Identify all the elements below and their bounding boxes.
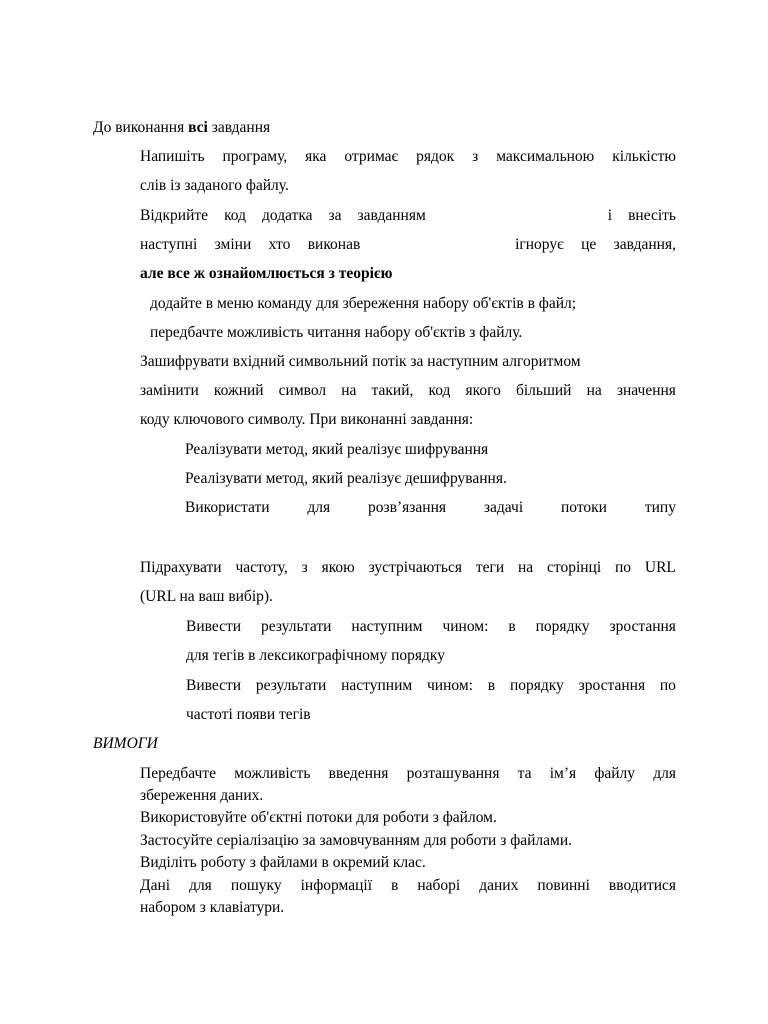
word: на <box>517 559 534 576</box>
task3-sub3 <box>185 500 676 516</box>
task2-theory-note: але все ж ознайомлюється з теорією <box>140 265 393 282</box>
word: з <box>472 148 479 165</box>
requirement-1-line2: збереження даних. <box>140 787 264 804</box>
word: Відкрийте <box>140 207 209 224</box>
requirement-3: Застосуйте серіалізацію за замовчуванням для роботи з файлами. <box>140 832 573 849</box>
word: з <box>301 559 308 576</box>
word: символ <box>278 382 327 399</box>
task3-sub1: Реалізувати метод, який реалізує шифрування <box>185 441 489 458</box>
word: рядок <box>416 148 455 165</box>
word: для <box>653 765 676 782</box>
word: кількістю <box>612 148 676 165</box>
task2-line2 <box>140 237 676 253</box>
word: програму, <box>222 148 288 165</box>
word: на <box>341 382 357 399</box>
word: порядку <box>535 618 590 635</box>
word: для <box>189 877 212 894</box>
word: по <box>615 559 632 576</box>
word: завдання, <box>613 236 676 253</box>
requirement-4: Виділіть роботу з файлами в окремий клас. <box>140 854 426 871</box>
task4-line2: (URL на ваш вибір). <box>140 588 273 605</box>
word: ім’я <box>549 765 577 782</box>
word: наступним <box>351 618 423 635</box>
word: Вивести <box>186 677 242 694</box>
word: Підрахувати <box>140 559 222 576</box>
word: зустрічаються <box>368 559 462 576</box>
intro-suffix: завдання <box>207 119 271 136</box>
word: та <box>517 765 532 782</box>
task4-sub1-line1 <box>186 619 676 635</box>
word: Напишіть <box>140 148 205 165</box>
word: повинні <box>537 877 590 894</box>
word: це <box>581 236 597 253</box>
word: в <box>391 877 399 894</box>
word: частоту, <box>235 559 288 576</box>
word: завданням <box>357 207 426 224</box>
word: зміни <box>214 236 252 253</box>
word: наборі <box>417 877 461 894</box>
task3-line1: Зашифрувати вхідний символьний потік за наступним алгоритмом <box>140 353 581 370</box>
word: можливість <box>234 765 311 782</box>
word: виконав <box>307 236 361 253</box>
task2-line1 <box>140 208 676 224</box>
word: код <box>224 207 246 224</box>
word: Передбачте <box>140 765 216 782</box>
task3-line2 <box>140 383 676 399</box>
task3-sub2: Реалізувати метод, який реалізує дешифрування. <box>185 470 507 487</box>
word: максимальною <box>496 148 595 165</box>
word: за <box>328 207 342 224</box>
word: введення <box>328 765 389 782</box>
word: наступні <box>140 236 198 253</box>
requirement-2: Використовуйте об'єктні потоки для роботи з файлом. <box>140 809 497 826</box>
word: більший <box>515 382 572 399</box>
requirement-5-line1 <box>140 878 676 894</box>
requirement-1-line1 <box>140 766 676 782</box>
word: кожний <box>213 382 264 399</box>
task4-line1 <box>140 560 676 576</box>
word: порядку <box>509 677 564 694</box>
word: типу <box>644 499 676 516</box>
word: і <box>607 207 613 224</box>
word: по <box>659 677 676 694</box>
word: ігнорує <box>515 236 564 253</box>
word: наступним <box>341 677 413 694</box>
requirement-5-line2: набором з клавіатури. <box>140 899 285 916</box>
word: чином: <box>442 618 489 635</box>
word: в <box>508 618 516 635</box>
task1-line1 <box>140 149 676 165</box>
task2-item1: додайте в меню команду для збереження набору об'єктів в файл; <box>150 295 577 312</box>
word: додатка <box>262 207 313 224</box>
word: для <box>307 499 331 516</box>
word: інформації <box>300 877 373 894</box>
task4-sub2-line1 <box>186 678 676 694</box>
intro-line <box>93 120 270 136</box>
word: теги <box>475 559 505 576</box>
word: файлу <box>594 765 636 782</box>
intro-prefix: До виконання <box>93 119 189 136</box>
word: результати <box>261 618 332 635</box>
task2-item2: передбачте можливість читання набору об'єктів з файлу. <box>150 324 523 341</box>
word: значення <box>616 382 676 399</box>
word: потоки <box>560 499 607 516</box>
word: яка <box>305 148 327 165</box>
word: внесіть <box>628 207 676 224</box>
word: даних <box>479 877 519 894</box>
task4-sub2-line2: частоті появи тегів <box>186 706 311 723</box>
task4-sub1-line2: для тегів в лексикографічному порядку <box>186 647 445 664</box>
task1-line2: слів із заданого файлу. <box>140 177 289 194</box>
word: вводитися <box>608 877 676 894</box>
word: на <box>586 382 602 399</box>
word: код <box>428 382 451 399</box>
word: сторінці <box>547 559 602 576</box>
word: в <box>487 677 496 694</box>
word: зростання <box>609 618 676 635</box>
word: чином: <box>427 677 473 694</box>
intro-emphasis: всі <box>188 119 208 136</box>
task3-line3: коду ключового символу. При виконанні завдання: <box>140 411 474 428</box>
word: хто <box>268 236 291 253</box>
word: якою <box>321 559 355 576</box>
word: такий, <box>371 382 414 399</box>
word: Використати <box>185 499 270 516</box>
word: розв’язання <box>368 499 447 516</box>
word: розташування <box>406 765 500 782</box>
word: отримає <box>344 148 399 165</box>
word: зростання <box>578 677 646 694</box>
requirements-heading: ВИМОГИ <box>93 735 158 752</box>
word: Дані <box>140 877 171 894</box>
word: пошуку <box>230 877 282 894</box>
word: URL <box>644 559 676 576</box>
word: замінити <box>140 382 199 399</box>
word: результати <box>255 677 327 694</box>
word: якого <box>465 382 501 399</box>
word: задачі <box>483 499 524 516</box>
word: Вивести <box>186 618 242 635</box>
